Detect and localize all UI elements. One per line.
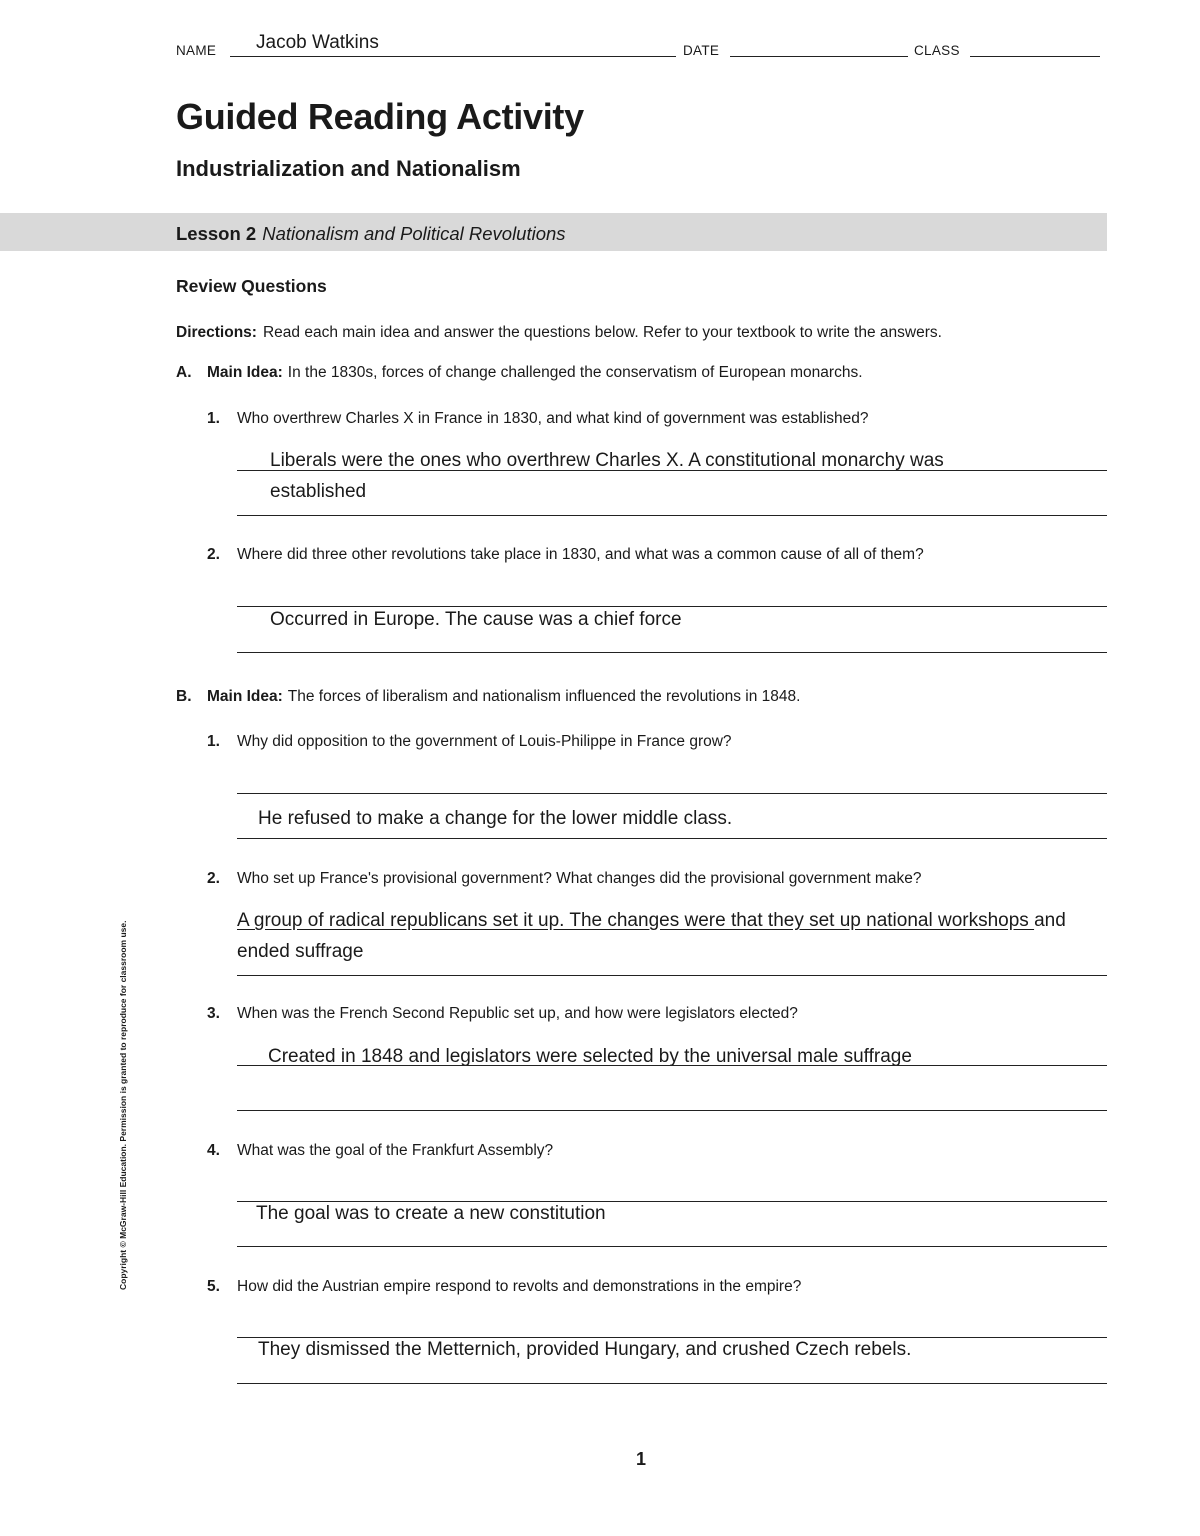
answer-b2-underlined: A group of radical republicans set it up. The changes were that they set up national workshops <box>237 910 1035 931</box>
question-number: 1. <box>207 733 220 750</box>
main-idea-text: The forces of liberalism and nationalism influenced the revolutions in 1848. <box>287 688 801 705</box>
name-field-line[interactable] <box>230 56 676 57</box>
answer-b5[interactable]: They dismissed the Metternich, provided Hungary, and crushed Czech rebels. <box>258 1339 912 1360</box>
answer-line <box>237 1201 1107 1202</box>
question-b5 <box>207 1278 801 1296</box>
page-number: 1 <box>636 1449 647 1469</box>
name-field-value[interactable]: Jacob Watkins <box>256 32 379 53</box>
answer-b2-line2[interactable]: ended suffrage <box>237 941 364 962</box>
question-number: 1. <box>207 410 220 427</box>
question-number: 4. <box>207 1142 220 1159</box>
answer-line <box>237 1065 1107 1066</box>
question-text: Why did opposition to the government of Louis-Philippe in France grow? <box>237 733 732 750</box>
answer-a2[interactable]: Occurred in Europe. The cause was a chief force <box>270 609 682 630</box>
review-heading: Review Questions <box>176 276 327 296</box>
answer-line <box>237 470 1107 471</box>
answer-line <box>237 652 1107 653</box>
answer-line <box>237 1337 1107 1338</box>
answer-line <box>237 975 1107 976</box>
directions <box>176 324 942 342</box>
answer-b2-line1[interactable] <box>237 910 1066 932</box>
question-b4 <box>207 1142 553 1160</box>
main-idea-text: In the 1830s, forces of change challenged the conservatism of European monarchs. <box>287 364 863 381</box>
lesson-heading <box>176 223 566 245</box>
main-idea-label: Main Idea: <box>207 364 283 381</box>
answer-a1-line2[interactable]: established <box>270 481 367 502</box>
question-number: 5. <box>207 1278 220 1295</box>
page-subtitle: Industrialization and Nationalism <box>176 156 521 181</box>
question-number: 3. <box>207 1005 220 1022</box>
question-a2 <box>207 546 924 564</box>
question-a1 <box>207 410 869 428</box>
main-idea-b <box>176 688 800 706</box>
answer-line <box>237 515 1107 516</box>
question-number: 2. <box>207 870 220 887</box>
class-label: CLASS <box>914 43 960 58</box>
answer-b3[interactable]: Created in 1848 and legislators were selected by the universal male suffrage <box>268 1046 912 1067</box>
answer-line <box>237 1246 1107 1247</box>
question-text: How did the Austrian empire respond to revolts and demonstrations in the empire? <box>237 1278 802 1295</box>
class-field-line[interactable] <box>970 56 1100 57</box>
section-letter: A. <box>176 364 192 381</box>
question-text: When was the French Second Republic set up, and how were legislators elected? <box>237 1005 798 1022</box>
answer-line <box>237 793 1107 794</box>
date-field-line[interactable] <box>730 56 908 57</box>
answer-line <box>237 606 1107 607</box>
question-number: 2. <box>207 546 220 563</box>
answer-a1-line1[interactable]: Liberals were the ones who overthrew Charles X. A constitutional monarchy was <box>270 450 944 471</box>
question-text: What was the goal of the Frankfurt Assembly? <box>237 1142 554 1159</box>
question-text: Who overthrew Charles X in France in 1830, and what kind of government was established? <box>237 410 869 427</box>
question-text: Where did three other revolutions take place in 1830, and what was a common cause of all of them? <box>237 546 924 563</box>
answer-b2-overflow: and <box>1034 910 1066 931</box>
answer-b4[interactable]: The goal was to create a new constitution <box>256 1203 606 1224</box>
lesson-label: Lesson 2 <box>176 223 257 244</box>
lesson-name: Nationalism and Political Revolutions <box>262 223 566 244</box>
section-letter: B. <box>176 688 192 705</box>
name-label: NAME <box>176 43 217 58</box>
main-idea-label: Main Idea: <box>207 688 283 705</box>
page-title: Guided Reading Activity <box>176 96 584 137</box>
question-b2 <box>207 870 921 888</box>
question-text: Who set up France's provisional government? What changes did the provisional government make? <box>237 870 922 887</box>
directions-label: Directions: <box>176 324 257 341</box>
directions-text: Read each main idea and answer the questions below. Refer to your textbook to write the answers. <box>262 324 942 341</box>
question-b1 <box>207 733 732 751</box>
question-b3 <box>207 1005 798 1023</box>
answer-line <box>237 1383 1107 1384</box>
date-label: DATE <box>683 43 720 58</box>
main-idea-a <box>176 364 863 382</box>
copyright-notice: Copyright © McGraw-Hill Education. Permission is granted to reproduce for classroom use. <box>118 920 128 1290</box>
answer-line <box>237 838 1107 839</box>
answer-line <box>237 1110 1107 1111</box>
answer-b1[interactable]: He refused to make a change for the lower middle class. <box>258 808 733 829</box>
